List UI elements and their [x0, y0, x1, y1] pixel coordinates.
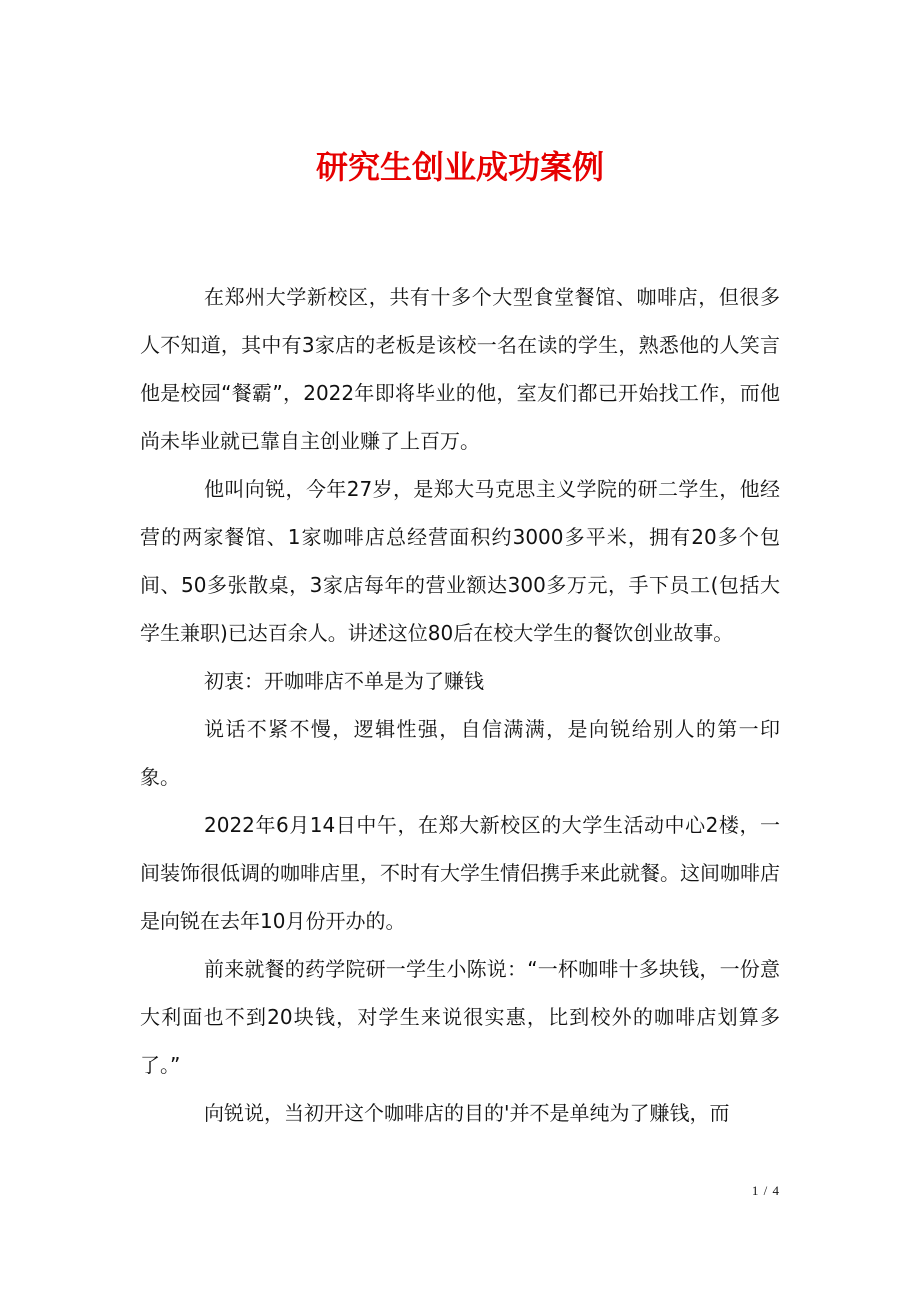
paragraph-impression: 说话不紧不慢，逻辑性强，自信满满，是向锐给别人的第一印象。 [140, 717, 780, 789]
page-title: 研究生创业成功案例 [315, 148, 604, 186]
page-number: 1 / 4 [751, 1183, 780, 1198]
document-body [140, 273, 780, 1137]
section-heading: 初衷：开咖啡店不单是为了赚钱 [204, 669, 484, 693]
paragraph-profile: 他叫向锐，今年27岁，是郑大马克思主义学院的研二学生，他经营的两家餐馆、1家咖啡店总经营面积约3000多平米，拥有20多个包间、50多张散桌，3家店每年的营业额达300多万元，手下员工(包括大学生兼职)已达百余人。讲述这位80后在校大学生的餐饮创业故事。 [140, 477, 780, 645]
paragraph-cafe-scene: 2022年6月14日中午，在郑大新校区的大学生活动中心2楼，一间装饰很低调的咖啡店里，不时有大学生情侣携手来此就餐。这间咖啡店是向锐在去年10月份开办的。 [140, 813, 780, 933]
paragraph-purpose: 向锐说，当初开这个咖啡店的目的'并不是单纯为了赚钱，而 [204, 1101, 730, 1125]
paragraph-student-quote: 前来就餐的药学院研一学生小陈说：“一杯咖啡十多块钱，一份意大利面也不到20块钱，对学生来说很实惠，比到校外的咖啡店划算多了。” [140, 957, 780, 1077]
paragraph-intro: 在郑州大学新校区，共有十多个大型食堂餐馆、咖啡店，但很多人不知道，其中有3家店的老板是该校一名在读的学生，熟悉他的人笑言他是校园“餐霸”，2022年即将毕业的他，室友们都已开始找工作，而他尚未毕业就已靠自主创业赚了上百万。 [140, 285, 780, 453]
